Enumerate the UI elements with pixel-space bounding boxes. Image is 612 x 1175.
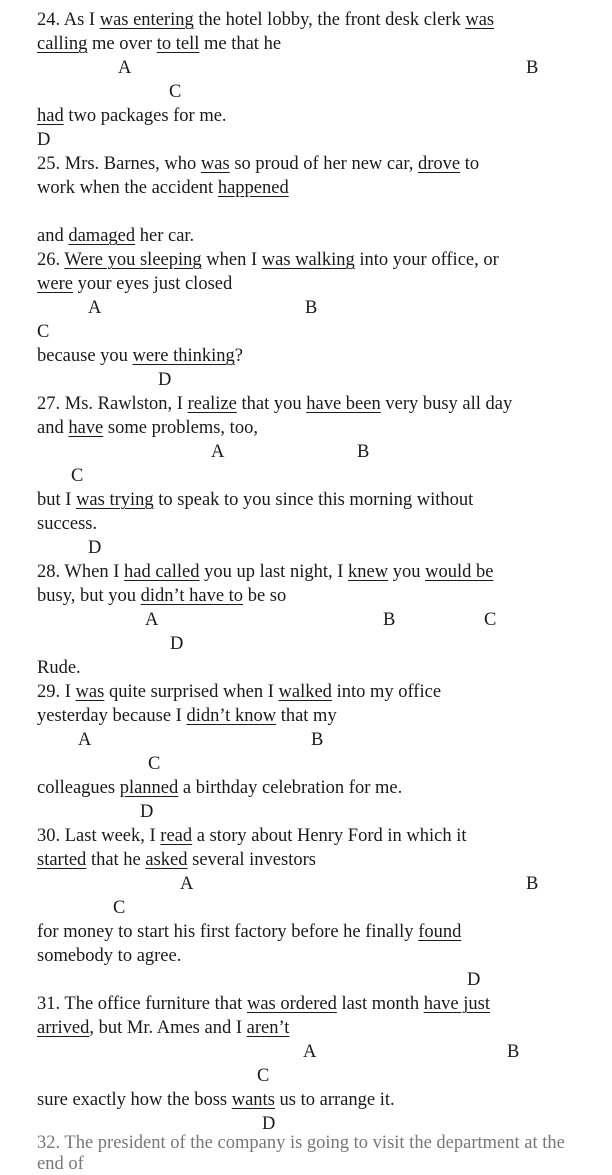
- truncated-next-line: [37, 1133, 577, 1174]
- underlined-option: have been: [306, 394, 381, 414]
- underlined-option: drove: [418, 154, 461, 174]
- question-27-line-1: [37, 392, 512, 416]
- underlined-option: would be: [425, 562, 494, 582]
- sentence-text: that he: [86, 850, 146, 870]
- underlined-option: planned: [119, 778, 179, 798]
- sentence-text: be so: [243, 586, 287, 606]
- sentence-text: me over: [87, 34, 157, 54]
- sentence-text: 28. When I: [37, 562, 124, 582]
- question-24-line-2: [37, 32, 281, 56]
- underlined-option: found: [418, 922, 462, 942]
- sentence-text: , but Mr. Ames and I: [89, 1018, 247, 1038]
- question-28-line-3: [37, 656, 81, 680]
- underlined-option: was: [75, 682, 105, 702]
- option-label-c: C: [71, 466, 84, 486]
- question-30-line-3: [37, 920, 461, 944]
- question-31-line-2: [37, 1016, 289, 1040]
- sentence-text: 31. The office furniture that: [37, 994, 247, 1014]
- sentence-text: 26.: [37, 250, 65, 270]
- sentence-text: quite surprised when I: [104, 682, 279, 702]
- option-label-a: A: [180, 874, 194, 894]
- sentence-text: your eyes just closed: [72, 274, 233, 294]
- option-label-d: D: [37, 130, 51, 150]
- underlined-option: didn’t know: [186, 706, 277, 726]
- underlined-option: aren’t: [246, 1018, 290, 1038]
- underlined-option: calling: [37, 34, 88, 54]
- option-label-d: D: [170, 634, 184, 654]
- option-label-a: A: [78, 730, 92, 750]
- sentence-text: Rude.: [37, 658, 81, 678]
- underlined-option: was: [465, 10, 495, 30]
- sentence-text: success.: [37, 514, 98, 534]
- question-26-line-3: [37, 344, 243, 368]
- option-label-b: B: [507, 1042, 520, 1062]
- question-24-line-1: [37, 8, 494, 32]
- question-29-line-3: [37, 776, 402, 800]
- underlined-option: was trying: [76, 490, 154, 510]
- sentence-text: two packages for me.: [63, 106, 227, 126]
- sentence-text: me that he: [199, 34, 282, 54]
- sentence-text: into your office, or: [354, 250, 499, 270]
- option-label-d: D: [158, 370, 172, 390]
- sentence-text: work when the accident: [37, 178, 218, 198]
- question-27-line-3: [37, 488, 473, 512]
- option-label-d: D: [262, 1114, 276, 1134]
- question-25-line-3: [37, 224, 194, 248]
- option-label-b: B: [357, 442, 370, 462]
- sentence-text: the hotel lobby, the front desk clerk: [193, 10, 466, 30]
- option-label-a: A: [303, 1042, 317, 1062]
- sentence-text: us to arrange it.: [274, 1090, 395, 1110]
- underlined-option: started: [37, 850, 87, 870]
- sentence-text: 27. Ms. Rawlston, I: [37, 394, 188, 414]
- sentence-text: you up last night, I: [199, 562, 349, 582]
- option-label-c: C: [169, 82, 182, 102]
- sentence-text: sure exactly how the boss: [37, 1090, 232, 1110]
- underlined-option: knew: [348, 562, 389, 582]
- question-30-line-4: [37, 944, 181, 968]
- question-24-line-3: [37, 104, 227, 128]
- sentence-text: that my: [276, 706, 337, 726]
- question-29-line-1: [37, 680, 441, 704]
- option-label-c: C: [148, 754, 161, 774]
- option-label-a: A: [145, 610, 159, 630]
- sentence-text: her car.: [135, 226, 195, 246]
- sentence-text: 29. I: [37, 682, 76, 702]
- sentence-text: 24. As I: [37, 10, 100, 30]
- sentence-text: 25. Mrs. Barnes, who: [37, 154, 201, 174]
- underlined-option: was entering: [99, 10, 194, 30]
- option-label-b: B: [526, 874, 539, 894]
- sentence-text: when I: [201, 250, 262, 270]
- sentence-text: last month: [336, 994, 424, 1014]
- option-label-d: D: [140, 802, 154, 822]
- underlined-option: damaged: [68, 226, 136, 246]
- underlined-option: was: [200, 154, 230, 174]
- underlined-option: were thinking: [132, 346, 235, 366]
- option-label-d: D: [467, 970, 481, 990]
- sentence-text: for money to start his first factory before he finally: [37, 922, 419, 942]
- sentence-text: ?: [234, 346, 244, 366]
- question-27-line-4: [37, 512, 97, 536]
- sentence-text: colleagues: [37, 778, 120, 798]
- underlined-option: have just: [423, 994, 490, 1014]
- underlined-option: had: [37, 106, 64, 126]
- option-label-a: A: [211, 442, 225, 462]
- underlined-option: had called: [124, 562, 200, 582]
- underlined-option: didn’t have to: [140, 586, 244, 606]
- option-label-b: B: [526, 58, 539, 78]
- option-label-c: C: [37, 322, 50, 342]
- sentence-text: very busy all day: [380, 394, 513, 414]
- underlined-option: was ordered: [246, 994, 337, 1014]
- underlined-option: happened: [217, 178, 289, 198]
- option-label-a: A: [118, 58, 132, 78]
- question-31-line-1: [37, 992, 490, 1016]
- sentence-text: busy, but you: [37, 586, 141, 606]
- underlined-option: wants: [231, 1090, 275, 1110]
- sentence-text: somebody to agree.: [37, 946, 182, 966]
- option-label-c: C: [113, 898, 126, 918]
- sentence-text: and: [37, 226, 69, 246]
- question-26-line-1: [37, 248, 499, 272]
- option-label-b: B: [383, 610, 396, 630]
- underlined-option: arrived: [37, 1018, 90, 1038]
- sentence-text: a birthday celebration for me.: [178, 778, 403, 798]
- sentence-text: into my office: [331, 682, 442, 702]
- question-30-line-1: [37, 824, 467, 848]
- option-label-a: A: [88, 298, 102, 318]
- truncated-next-line-text: 32. The president of the company is going to visit the department at the end of: [37, 1133, 565, 1174]
- option-label-b: B: [305, 298, 318, 318]
- underlined-option: have: [68, 418, 104, 438]
- option-label-c: C: [257, 1066, 270, 1086]
- underlined-option: were: [37, 274, 73, 294]
- sentence-text: you: [388, 562, 426, 582]
- sentence-text: because you: [37, 346, 133, 366]
- option-label-c: C: [484, 610, 497, 630]
- sentence-text: yesterday because I: [37, 706, 187, 726]
- sentence-text: several investors: [187, 850, 316, 870]
- sentence-text: but I: [37, 490, 77, 510]
- question-29-line-2: [37, 704, 337, 728]
- underlined-option: walked: [278, 682, 332, 702]
- underlined-option: asked: [145, 850, 188, 870]
- underlined-option: realize: [187, 394, 237, 414]
- sentence-text: some problems, too,: [103, 418, 258, 438]
- sentence-text: so proud of her new car,: [229, 154, 419, 174]
- underlined-option: to tell: [156, 34, 200, 54]
- question-30-line-2: [37, 848, 316, 872]
- underlined-option: read: [160, 826, 193, 846]
- question-25-line-2: [37, 176, 289, 200]
- option-label-d: D: [88, 538, 102, 558]
- question-28-line-1: [37, 560, 493, 584]
- question-26-line-2: [37, 272, 232, 296]
- question-27-line-2: [37, 416, 258, 440]
- question-28-line-2: [37, 584, 286, 608]
- option-label-b: B: [311, 730, 324, 750]
- sentence-text: to speak to you since this morning without: [153, 490, 474, 510]
- question-25-line-1: [37, 152, 479, 176]
- sentence-text: that you: [236, 394, 307, 414]
- sentence-text: 30. Last week, I: [37, 826, 161, 846]
- underlined-option: was walking: [261, 250, 355, 270]
- sentence-text: a story about Henry Ford in which it: [192, 826, 467, 846]
- sentence-text: and: [37, 418, 69, 438]
- underlined-option: Were you sleeping: [64, 250, 202, 270]
- sentence-text: to: [460, 154, 480, 174]
- question-31-line-3: [37, 1088, 395, 1112]
